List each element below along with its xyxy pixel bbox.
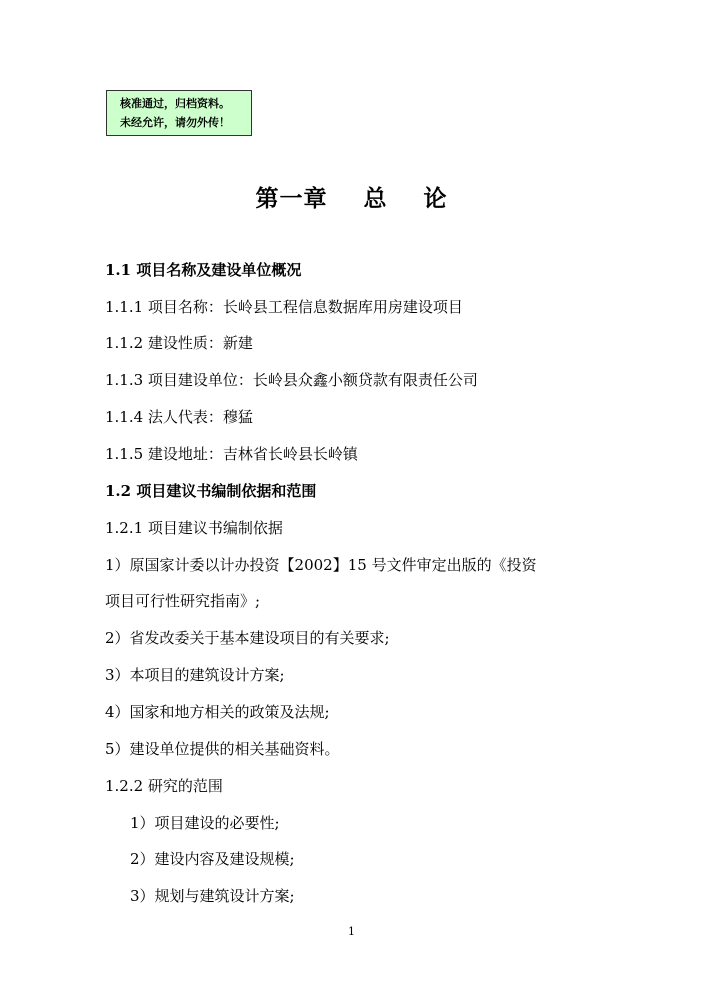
item-1-1-3: 1.1.3 项目建设单位：长岭县众鑫小额贷款有限责任公司 <box>105 371 478 389</box>
item-1-1-1: 1.1.1 项目名称：长岭县工程信息数据库用房建设项目 <box>105 298 463 316</box>
basis-item-3: 3）本项目的建筑设计方案; <box>105 666 285 684</box>
confidential-stamp <box>106 90 252 136</box>
scope-item-1: 1）项目建设的必要性; <box>130 814 280 832</box>
scope-item-2: 2）建设内容及建设规模; <box>130 850 295 868</box>
chapter-title: 第一章 总 论 <box>255 185 448 212</box>
item-1-1-2: 1.1.2 建设性质：新建 <box>105 334 253 352</box>
basis-item-2: 2）省发改委关于基本建设项目的有关要求; <box>105 629 390 647</box>
scope-item-3: 3）规划与建筑设计方案; <box>130 887 295 905</box>
section-heading-1-2: 1.2 项目建议书编制依据和范围 <box>105 482 317 500</box>
section-heading-1-1: 1.1 项目名称及建设单位概况 <box>105 261 302 279</box>
item-1-1-4: 1.1.4 法人代表：穆猛 <box>105 408 253 426</box>
item-1-1-5: 1.1.5 建设地址：吉林省长岭县长岭镇 <box>105 445 358 463</box>
stamp-line-2: 未经允许，请勿外传！ <box>120 116 230 129</box>
basis-item-5: 5）建设单位提供的相关基础资料。 <box>105 740 340 758</box>
basis-item-4: 4）国家和地方相关的政策及法规; <box>105 703 330 721</box>
stamp-line-1: 核准通过，归档资料。 <box>120 97 230 110</box>
subsection-heading-1-2-1: 1.2.1 项目建议书编制依据 <box>105 519 283 537</box>
basis-item-1: 1）原国家计委以计办投资【2002】15 号文件审定出版的《投资 <box>105 556 537 574</box>
page-number: 1 <box>348 925 355 938</box>
subsection-heading-1-2-2: 1.2.2 研究的范围 <box>105 777 223 795</box>
basis-item-1-cont: 项目可行性研究指南》; <box>105 592 261 610</box>
